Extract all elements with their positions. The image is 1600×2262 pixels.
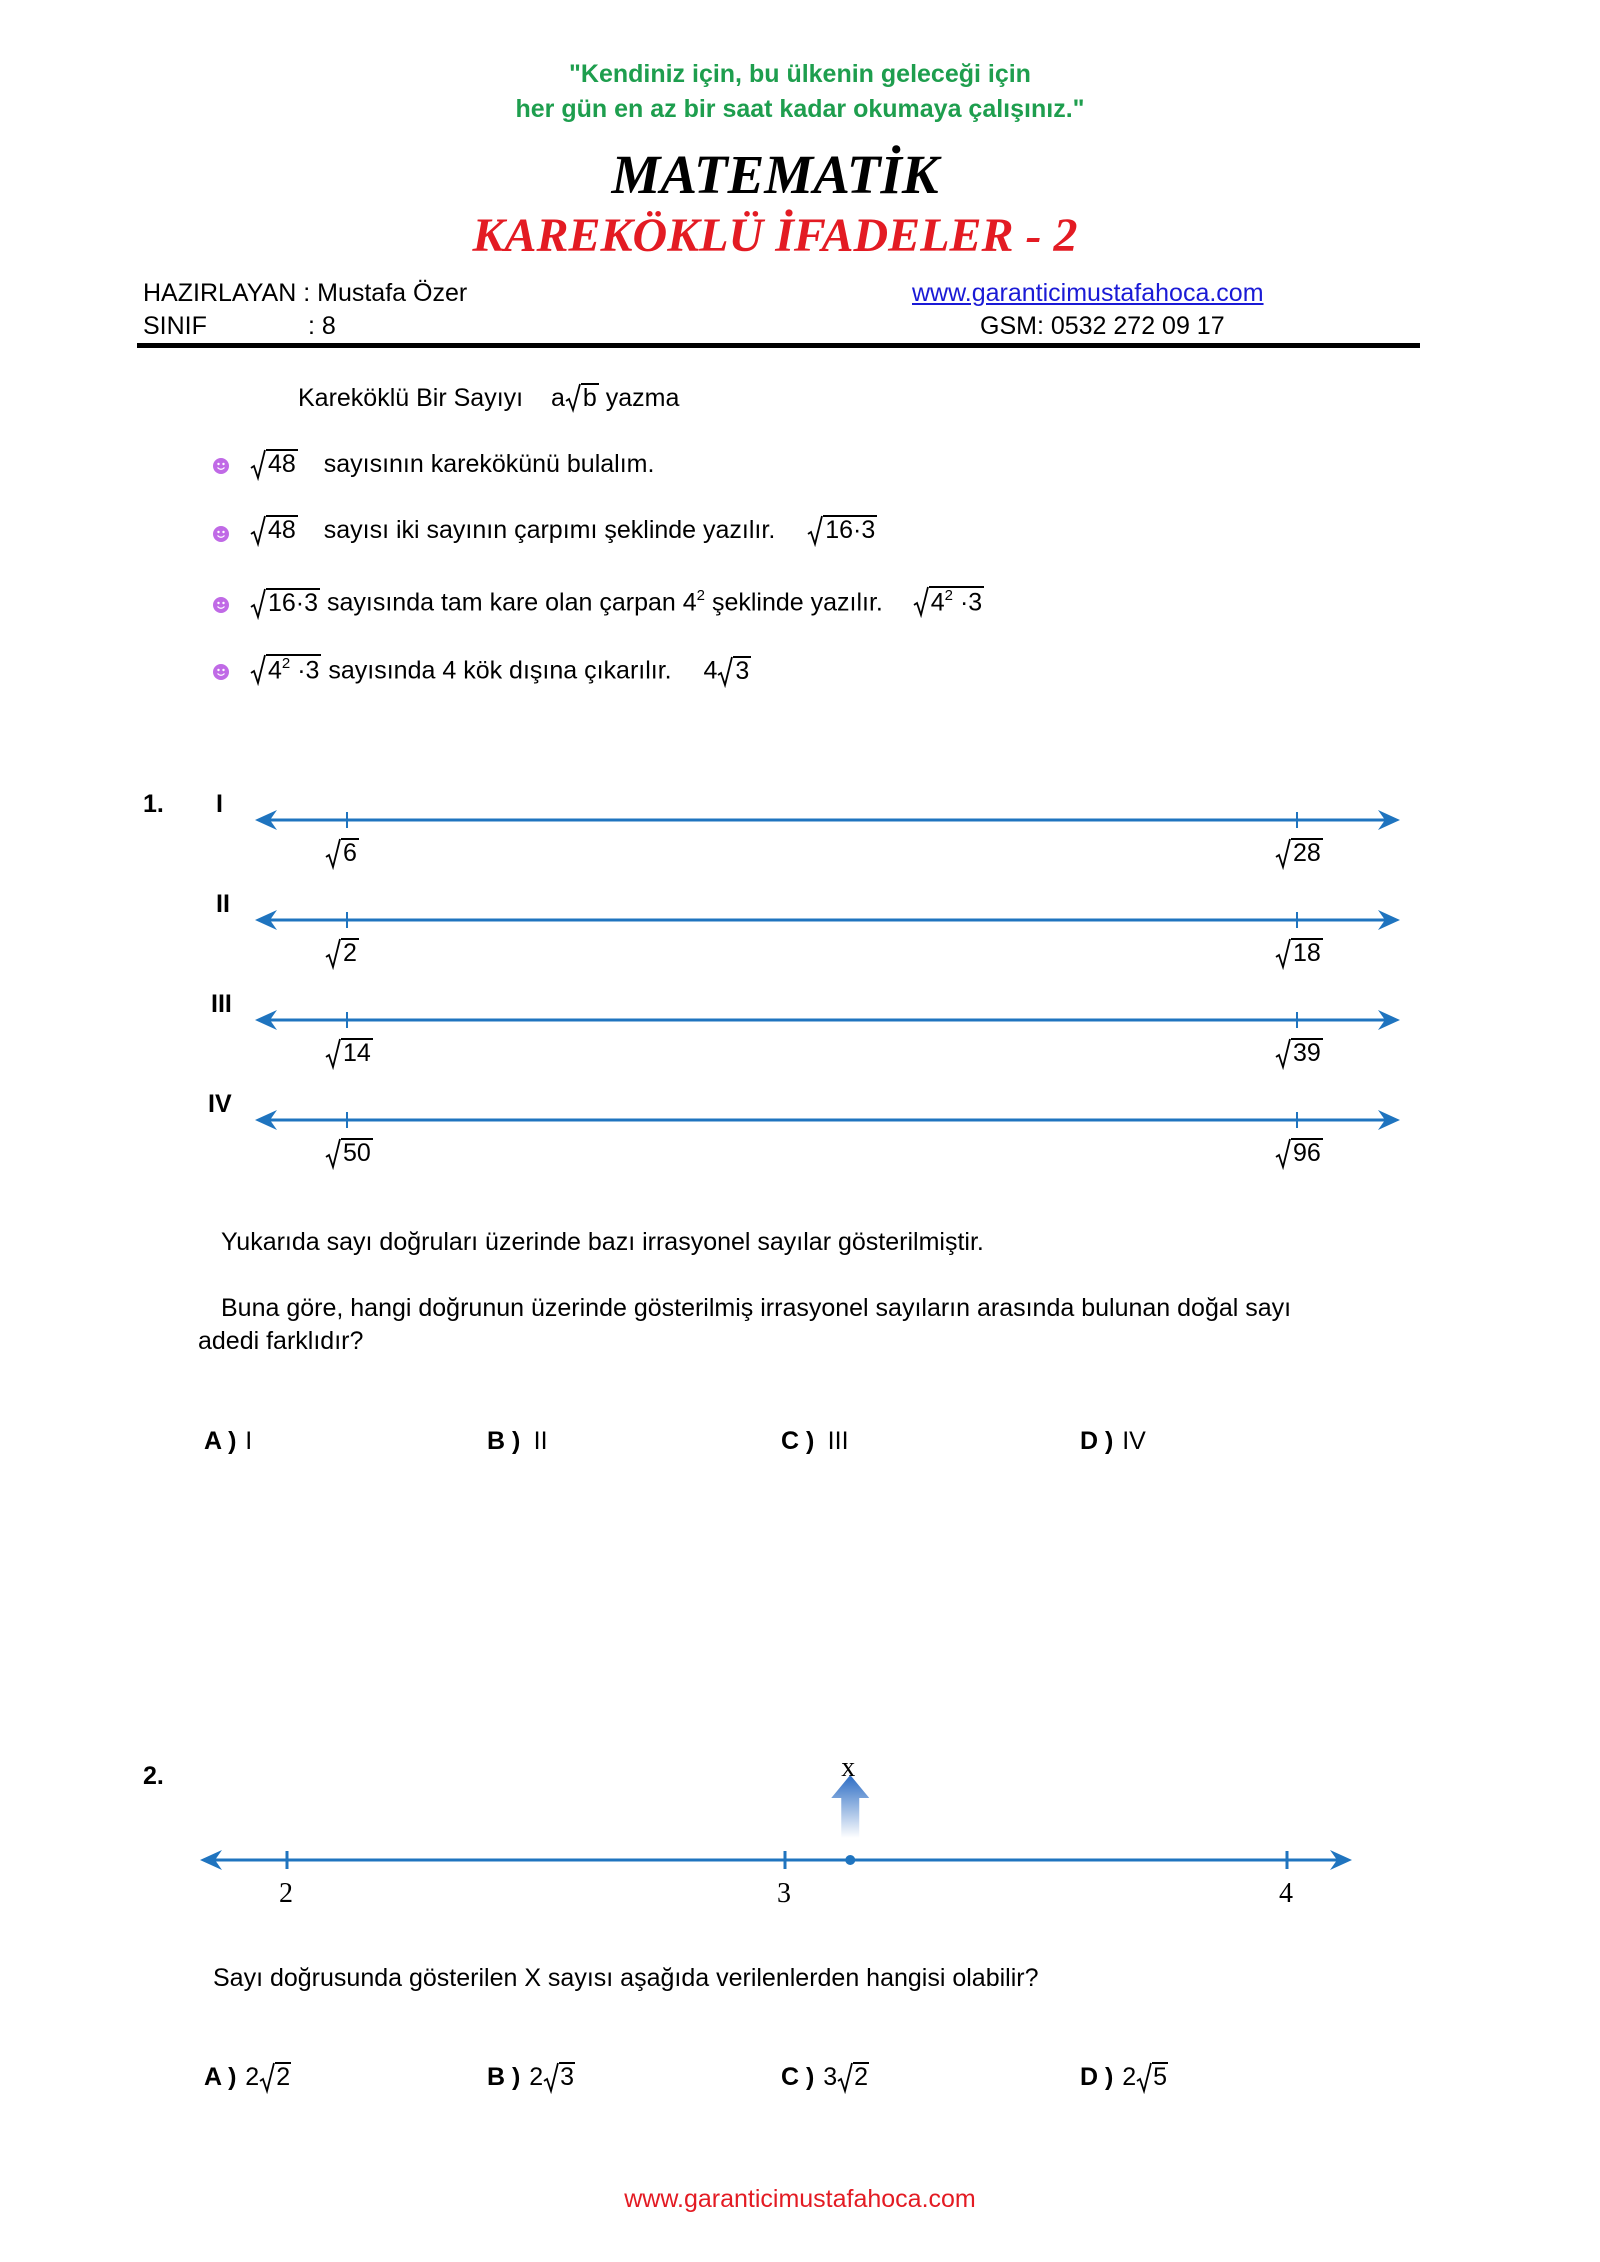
sqrt-value-right: 28	[1275, 838, 1323, 868]
sqrt-3: 3	[717, 656, 751, 686]
page-title: MATEMATİK	[611, 144, 939, 205]
arrow-up-icon	[831, 1775, 869, 1838]
gsm-number: GSM: 0532 272 09 17	[980, 312, 1225, 340]
sqrt-16x3: 16·3	[250, 588, 320, 618]
sqrt-48: 48	[250, 449, 298, 479]
motto-line-1: "Kendiniz için, bu ülkenin geleceği için	[569, 60, 1031, 88]
q2-number-line	[0, 1740, 1600, 1920]
tick-label: 2	[279, 1878, 293, 1909]
q1-question-line-2: adedi farklıdır?	[198, 1327, 364, 1355]
line-label-II: II	[216, 890, 230, 918]
motto-line-2: her gün en az bir saat kadar okumaya çalışınız."	[515, 95, 1085, 123]
sqrt-4sq-x3: $4^2 \cdot 3$	[250, 654, 321, 686]
line-label-III: III	[211, 990, 232, 1018]
q2-option-a[interactable]: A ) 2 2	[204, 2063, 291, 2091]
sqrt-4sq-x3: $4^2 \cdot 3$	[913, 586, 984, 618]
point-x	[845, 1855, 855, 1865]
tick-label: 3	[777, 1878, 791, 1909]
class-value: : 8	[308, 312, 336, 340]
intro-heading-text: Kareköklü Bir Sayıyı	[298, 384, 524, 412]
q1-option-b[interactable]: B ) II	[487, 1427, 548, 1455]
line-label-I: I	[216, 790, 223, 818]
intro-heading-post: yazma	[605, 384, 680, 412]
question-2-number: 2.	[143, 1762, 164, 1790]
sqrt-value-left: 14	[325, 1038, 373, 1068]
sqrt-value-right: 96	[1275, 1138, 1323, 1168]
sqrt-b: b	[565, 383, 599, 413]
q2-question: Sayı doğrusunda gösterilen X sayısı aşağıda verilenlerden hangisi olabilir?	[213, 1964, 1039, 1992]
step-3-text-post: şeklinde yazılır.	[705, 588, 883, 617]
line-label-IV: IV	[208, 1090, 232, 1118]
step-3-text: sayısında tam kare olan çarpan 4	[327, 588, 697, 617]
question-1-number: 1.	[143, 790, 164, 818]
sqrt-value-right: 18	[1275, 938, 1323, 968]
q2-option-c[interactable]: C ) 3 2	[781, 2063, 869, 2091]
sqrt-value-left: 2	[325, 938, 359, 968]
step-3-exponent: 2	[696, 587, 705, 604]
sqrt-value-right: 39	[1275, 1038, 1323, 1068]
point-x-label: x	[841, 1752, 856, 1783]
result-coef: 4	[703, 656, 718, 685]
page-subtitle: KAREKÖKLÜ İFADELER - 2	[472, 209, 1078, 262]
sqrt-16x3: 16·3	[807, 515, 877, 545]
step-1-text: sayısının karekökünü bulalım.	[323, 450, 655, 478]
q1-question-line-1: Buna göre, hangi doğrunun üzerinde gösterilmiş irrasyonel sayıların arasında bulunan doğal sayı	[221, 1294, 1292, 1322]
q1-statement: Yukarıda sayı doğruları üzerinde bazı irrasyonel sayılar gösterilmiştir.	[221, 1228, 984, 1256]
class-label: SINIF	[143, 312, 207, 340]
prepared-by-label: HAZIRLAYAN	[143, 279, 297, 307]
q2-option-b[interactable]: B ) 2 3	[487, 2063, 575, 2091]
step-2-text: sayısı iki sayının çarpımı şeklinde yazılır.	[323, 516, 776, 544]
q2-option-d[interactable]: D ) 2 5	[1080, 2063, 1168, 2091]
footer-website: www.garanticimustafahoca.com	[624, 2185, 976, 2213]
q1-option-a[interactable]: A ) I	[204, 1427, 253, 1455]
website-link[interactable]: www.garanticimustafahoca.com	[912, 279, 1264, 307]
step-4-text: sayısında 4 kök dışına çıkarılır.	[328, 656, 672, 685]
tick-label: 4	[1279, 1878, 1293, 1909]
sqrt-value-left: 6	[325, 838, 359, 868]
q1-option-d[interactable]: D ) IV	[1080, 1427, 1146, 1455]
prepared-by-value: : Mustafa Özer	[303, 279, 468, 307]
q1-option-c[interactable]: C ) III	[781, 1427, 849, 1455]
sqrt-48: 48	[250, 515, 298, 545]
intro-heading-a: a	[551, 384, 565, 412]
sqrt-value-left: 50	[325, 1138, 373, 1168]
